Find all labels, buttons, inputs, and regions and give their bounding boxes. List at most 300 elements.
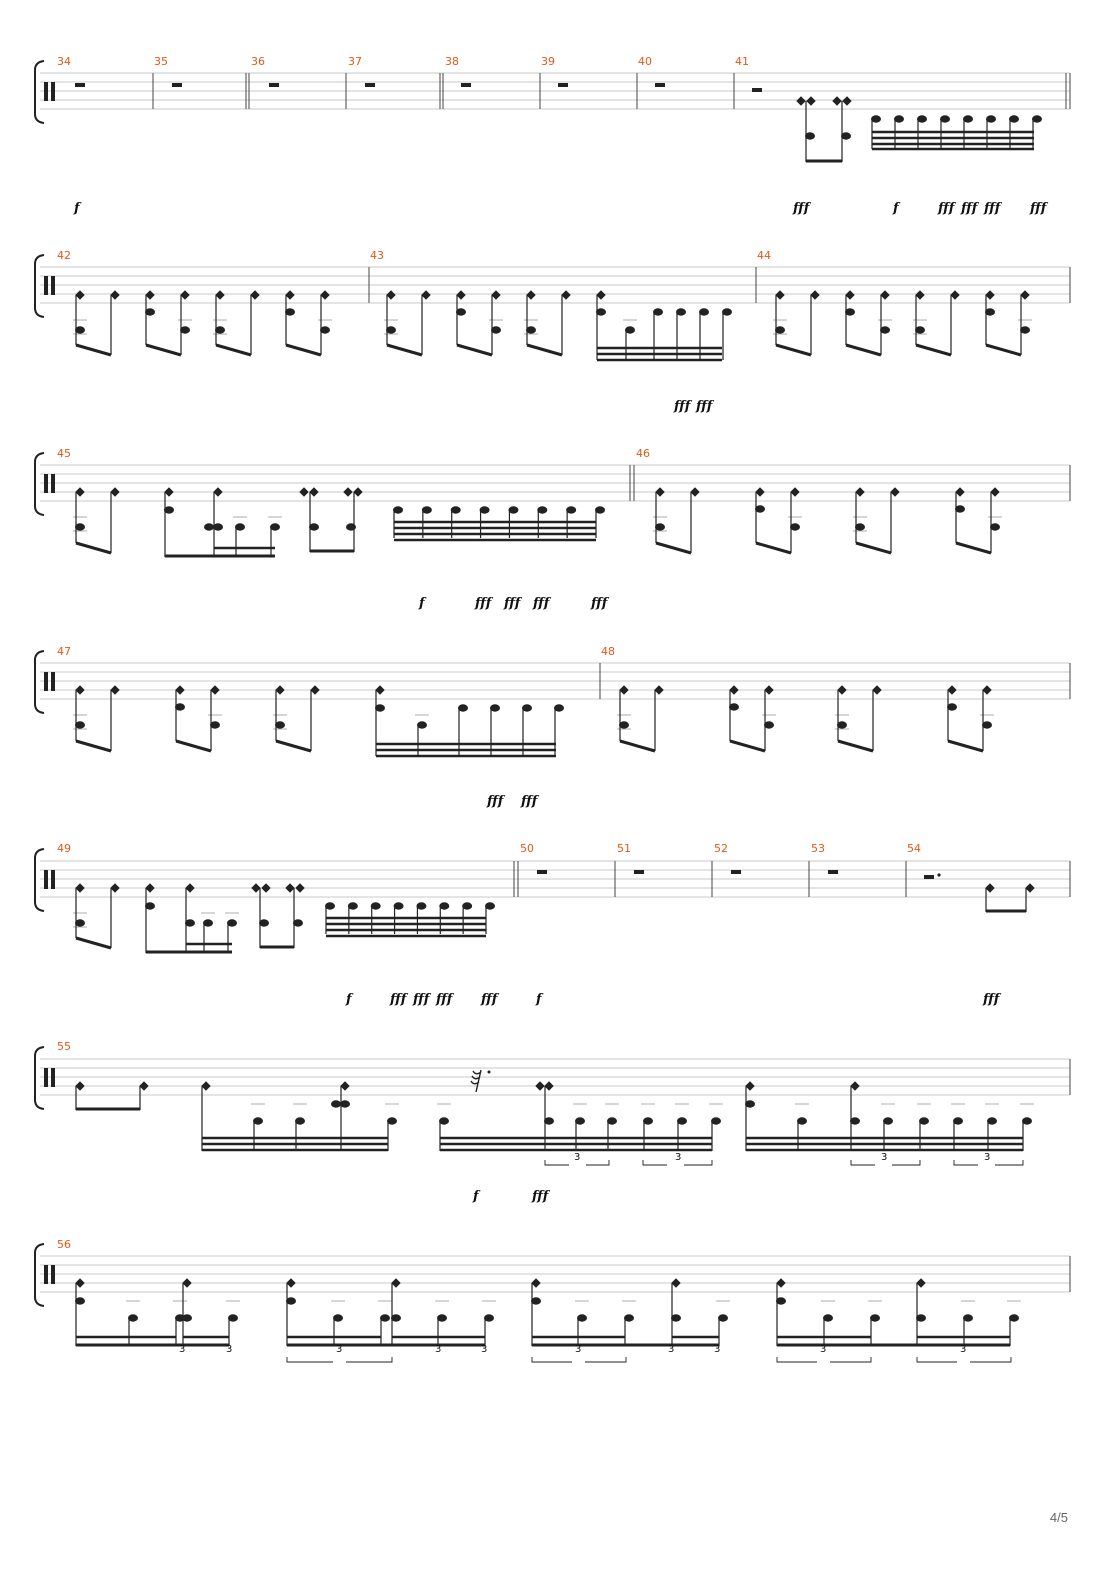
notehead bbox=[176, 704, 185, 710]
cymbal-notehead bbox=[140, 1082, 148, 1090]
system-brace bbox=[35, 1244, 44, 1306]
measure-number: 35 bbox=[154, 55, 168, 68]
notehead bbox=[523, 705, 532, 711]
measure-numbers bbox=[57, 1238, 71, 1251]
notehead bbox=[76, 524, 85, 530]
tuplet-number: 3 bbox=[984, 1152, 991, 1163]
measure-number: 52 bbox=[714, 842, 728, 855]
notehead bbox=[228, 920, 237, 926]
notehead bbox=[532, 1298, 541, 1304]
dynamic-marking: fff bbox=[487, 794, 504, 809]
tuplet-number: 3 bbox=[960, 1344, 967, 1355]
measure-number: 37 bbox=[348, 55, 362, 68]
notehead bbox=[700, 309, 709, 315]
notehead bbox=[986, 309, 995, 315]
notehead bbox=[846, 309, 855, 315]
beamed-notes bbox=[73, 488, 1002, 557]
system-brace bbox=[35, 453, 44, 515]
measure-numbers bbox=[57, 842, 921, 855]
cymbal-notehead bbox=[916, 291, 924, 299]
notehead bbox=[440, 903, 449, 909]
notehead bbox=[334, 1315, 343, 1321]
notehead bbox=[578, 1315, 587, 1321]
measure-number: 36 bbox=[251, 55, 265, 68]
dynamic-marking: f bbox=[536, 992, 542, 1007]
cymbal-notehead bbox=[76, 1279, 84, 1287]
dynamic-marking: fff bbox=[475, 596, 492, 611]
notehead bbox=[165, 507, 174, 513]
system-brace bbox=[35, 849, 44, 911]
staff-lines bbox=[40, 73, 1070, 109]
notehead bbox=[991, 524, 1000, 530]
notehead bbox=[626, 327, 635, 333]
beam bbox=[948, 741, 983, 751]
cymbal-notehead bbox=[76, 686, 84, 694]
tuplet-brackets bbox=[287, 1357, 1011, 1362]
notehead bbox=[620, 722, 629, 728]
notehead bbox=[205, 524, 214, 530]
cymbal-notehead bbox=[111, 488, 119, 496]
dynamic-marking: fff bbox=[961, 201, 978, 216]
thirty-second-rest bbox=[471, 1070, 491, 1092]
cymbal-notehead bbox=[251, 291, 259, 299]
notehead bbox=[730, 704, 739, 710]
cymbal-notehead bbox=[811, 291, 819, 299]
notehead bbox=[872, 116, 881, 122]
notehead bbox=[392, 1315, 401, 1321]
beam bbox=[146, 345, 181, 355]
system-brace bbox=[35, 1047, 44, 1109]
notehead bbox=[271, 524, 280, 530]
dynamic-marking: fff bbox=[533, 596, 550, 611]
measure-number: 51 bbox=[617, 842, 631, 855]
cymbal-notehead bbox=[756, 488, 764, 496]
notehead bbox=[480, 507, 489, 513]
notehead bbox=[983, 722, 992, 728]
notehead bbox=[576, 1118, 585, 1124]
tuplet-number: 3 bbox=[574, 1152, 581, 1163]
cymbal-notehead bbox=[527, 291, 535, 299]
cymbal-notehead bbox=[321, 291, 329, 299]
notehead bbox=[236, 524, 245, 530]
beam bbox=[76, 741, 111, 751]
dynamic-marking: f bbox=[74, 201, 80, 216]
notehead bbox=[824, 1315, 833, 1321]
notehead bbox=[388, 1118, 397, 1124]
notehead bbox=[216, 327, 225, 333]
staff-lines bbox=[40, 1256, 1070, 1292]
beam bbox=[756, 543, 791, 553]
cymbal-notehead bbox=[597, 291, 605, 299]
measure-number: 50 bbox=[520, 842, 534, 855]
notehead bbox=[287, 1298, 296, 1304]
cymbal-notehead bbox=[76, 884, 84, 892]
dynamics bbox=[418, 596, 610, 611]
cymbal-notehead bbox=[111, 884, 119, 892]
cymbal-notehead bbox=[310, 488, 318, 496]
notehead bbox=[276, 722, 285, 728]
measure-numbers bbox=[57, 249, 771, 262]
measure-number: 43 bbox=[370, 249, 384, 262]
cymbal-notehead bbox=[730, 686, 738, 694]
beam bbox=[387, 345, 422, 355]
notehead bbox=[296, 1118, 305, 1124]
system-5 bbox=[35, 842, 1070, 1007]
notehead bbox=[567, 507, 576, 513]
notehead bbox=[371, 903, 380, 909]
notehead bbox=[776, 327, 785, 333]
notehead bbox=[608, 1118, 617, 1124]
notehead bbox=[1023, 1118, 1032, 1124]
notehead bbox=[719, 1315, 728, 1321]
measure-number: 46 bbox=[636, 447, 650, 460]
cymbal-notehead bbox=[846, 291, 854, 299]
notehead bbox=[851, 1118, 860, 1124]
cymbal-notehead bbox=[186, 884, 194, 892]
cymbal-notehead bbox=[286, 884, 294, 892]
system-6 bbox=[35, 1040, 1070, 1204]
staff-lines bbox=[40, 1059, 1070, 1095]
notehead bbox=[76, 1298, 85, 1304]
notehead bbox=[438, 1315, 447, 1321]
system-4 bbox=[35, 645, 1070, 809]
notehead bbox=[545, 1118, 554, 1124]
measure-number: 42 bbox=[57, 249, 71, 262]
dynamics bbox=[472, 1189, 551, 1204]
beam bbox=[916, 345, 951, 355]
notehead bbox=[332, 1101, 341, 1107]
notehead bbox=[987, 116, 996, 122]
cymbal-notehead bbox=[951, 291, 959, 299]
notehead bbox=[916, 327, 925, 333]
notehead bbox=[678, 1118, 687, 1124]
beam bbox=[76, 345, 111, 355]
notehead bbox=[286, 309, 295, 315]
dynamics bbox=[486, 794, 540, 809]
page-number: 4/5 bbox=[1049, 1510, 1068, 1525]
cymbal-notehead bbox=[216, 291, 224, 299]
notehead bbox=[964, 1315, 973, 1321]
notehead bbox=[204, 920, 213, 926]
dynamic-marking: fff bbox=[390, 992, 407, 1007]
dynamics bbox=[345, 992, 1002, 1007]
cymbal-notehead bbox=[146, 291, 154, 299]
tuplet-brackets bbox=[545, 1160, 1023, 1165]
measure-number: 54 bbox=[907, 842, 921, 855]
notehead bbox=[597, 309, 606, 315]
notehead bbox=[417, 903, 426, 909]
notehead bbox=[1010, 1315, 1019, 1321]
notehead bbox=[492, 327, 501, 333]
cymbal-notehead bbox=[211, 686, 219, 694]
notes-m41 bbox=[797, 97, 1034, 162]
measure-number: 41 bbox=[735, 55, 749, 68]
beamed-notes bbox=[73, 884, 1034, 953]
dynamic-marking: fff bbox=[793, 201, 810, 216]
measure-numbers bbox=[57, 645, 615, 658]
cymbal-notehead bbox=[354, 488, 362, 496]
beam bbox=[856, 543, 891, 553]
dynamics bbox=[73, 201, 1049, 216]
notehead bbox=[791, 524, 800, 530]
cymbal-notehead bbox=[532, 1279, 540, 1287]
notehead bbox=[181, 327, 190, 333]
cymbal-notehead bbox=[76, 291, 84, 299]
notehead bbox=[555, 705, 564, 711]
cymbal-notehead bbox=[492, 291, 500, 299]
notehead bbox=[964, 116, 973, 122]
tuplet-number: 3 bbox=[575, 1344, 582, 1355]
notehead bbox=[756, 506, 765, 512]
beam bbox=[76, 938, 111, 948]
cymbal-notehead bbox=[202, 1082, 210, 1090]
notehead bbox=[457, 309, 466, 315]
notehead bbox=[381, 1315, 390, 1321]
notehead bbox=[486, 903, 495, 909]
cymbal-notehead bbox=[986, 291, 994, 299]
notehead bbox=[422, 507, 431, 513]
notehead bbox=[712, 1118, 721, 1124]
notehead bbox=[746, 1101, 755, 1107]
measure-number: 49 bbox=[57, 842, 71, 855]
cymbal-notehead bbox=[165, 488, 173, 496]
cymbal-notehead bbox=[856, 488, 864, 496]
staff-lines bbox=[40, 663, 1070, 699]
cymbal-notehead bbox=[146, 884, 154, 892]
notehead bbox=[509, 507, 518, 513]
notehead bbox=[387, 327, 396, 333]
beam bbox=[656, 543, 691, 553]
notehead bbox=[948, 704, 957, 710]
system-2 bbox=[35, 249, 1070, 414]
cymbal-notehead bbox=[344, 488, 352, 496]
notehead bbox=[654, 309, 663, 315]
notehead bbox=[491, 705, 500, 711]
dynamic-marking: fff bbox=[481, 992, 498, 1007]
notehead bbox=[459, 705, 468, 711]
notehead bbox=[229, 1315, 238, 1321]
tuplet-numbers bbox=[574, 1152, 990, 1163]
notehead bbox=[527, 327, 536, 333]
cymbal-notehead bbox=[183, 1279, 191, 1287]
cymbal-notehead bbox=[392, 1279, 400, 1287]
dynamic-marking: fff bbox=[984, 201, 1001, 216]
beam bbox=[176, 741, 211, 751]
tuplet-number: 3 bbox=[435, 1344, 442, 1355]
notehead bbox=[856, 524, 865, 530]
cymbal-notehead bbox=[765, 686, 773, 694]
notehead bbox=[895, 116, 904, 122]
notehead bbox=[656, 524, 665, 530]
cymbal-notehead bbox=[545, 1082, 553, 1090]
cymbal-notehead bbox=[422, 291, 430, 299]
cymbal-notehead bbox=[1026, 884, 1034, 892]
beamed-notes bbox=[73, 686, 994, 756]
notehead bbox=[211, 722, 220, 728]
notehead bbox=[1010, 116, 1019, 122]
dynamic-marking: f bbox=[893, 201, 899, 216]
cymbal-notehead bbox=[948, 686, 956, 694]
notehead bbox=[418, 722, 427, 728]
beam bbox=[216, 345, 251, 355]
system-3 bbox=[35, 447, 1070, 611]
cymbal-notehead bbox=[181, 291, 189, 299]
cymbal-notehead bbox=[76, 488, 84, 496]
notehead bbox=[1033, 116, 1042, 122]
cymbal-notehead bbox=[311, 686, 319, 694]
dynamic-marking: f bbox=[473, 1189, 479, 1204]
dynamic-marking: fff bbox=[532, 1189, 549, 1204]
notehead bbox=[76, 722, 85, 728]
notehead bbox=[76, 327, 85, 333]
cymbal-notehead bbox=[691, 488, 699, 496]
notehead bbox=[76, 920, 85, 926]
cymbal-notehead bbox=[672, 1279, 680, 1287]
notehead bbox=[146, 903, 155, 909]
notehead bbox=[183, 1315, 192, 1321]
notehead bbox=[310, 524, 319, 530]
cymbal-notehead bbox=[620, 686, 628, 694]
notehead bbox=[129, 1315, 138, 1321]
cymbal-notehead bbox=[917, 1279, 925, 1287]
cymbal-notehead bbox=[111, 686, 119, 694]
dynamic-marking: fff bbox=[1030, 201, 1047, 216]
notehead bbox=[146, 309, 155, 315]
cymbal-notehead bbox=[873, 686, 881, 694]
notehead bbox=[798, 1118, 807, 1124]
system-7 bbox=[35, 1238, 1070, 1362]
cymbal-notehead bbox=[851, 1082, 859, 1090]
staff-lines bbox=[40, 861, 1070, 897]
beam bbox=[776, 345, 811, 355]
cymbal-notehead bbox=[76, 1082, 84, 1090]
cymbal-notehead bbox=[891, 488, 899, 496]
system-brace bbox=[35, 61, 44, 123]
cymbal-notehead bbox=[214, 488, 222, 496]
notehead bbox=[321, 327, 330, 333]
notehead bbox=[214, 524, 223, 530]
measure-number: 34 bbox=[57, 55, 71, 68]
measure-number: 55 bbox=[57, 1040, 71, 1053]
cymbal-notehead bbox=[991, 488, 999, 496]
beamed-notes bbox=[76, 1279, 1022, 1346]
measure-number: 53 bbox=[811, 842, 825, 855]
beam bbox=[457, 345, 492, 355]
dynamic-marking: fff bbox=[674, 399, 691, 414]
dynamic-marking: fff bbox=[413, 992, 430, 1007]
cymbal-notehead bbox=[655, 686, 663, 694]
tuplet-number: 3 bbox=[820, 1344, 827, 1355]
dynamics bbox=[673, 399, 715, 414]
notehead bbox=[920, 1118, 929, 1124]
cymbal-notehead bbox=[457, 291, 465, 299]
notehead bbox=[644, 1118, 653, 1124]
notehead bbox=[294, 920, 303, 926]
dynamic-marking: f bbox=[346, 992, 352, 1007]
notehead bbox=[625, 1315, 634, 1321]
system-brace bbox=[35, 255, 44, 317]
cymbal-notehead bbox=[956, 488, 964, 496]
cymbal-notehead bbox=[111, 291, 119, 299]
notehead bbox=[677, 309, 686, 315]
cymbal-notehead bbox=[983, 686, 991, 694]
measure-number: 48 bbox=[601, 645, 615, 658]
measure-number: 40 bbox=[638, 55, 652, 68]
measure-numbers bbox=[57, 1040, 71, 1053]
cymbal-notehead bbox=[791, 488, 799, 496]
notehead bbox=[260, 920, 269, 926]
notehead bbox=[881, 327, 890, 333]
cymbal-notehead bbox=[536, 1082, 544, 1090]
cymbal-notehead bbox=[986, 884, 994, 892]
cymbal-notehead bbox=[1021, 291, 1029, 299]
cymbal-notehead bbox=[276, 686, 284, 694]
measure-numbers bbox=[57, 447, 650, 460]
beam bbox=[846, 345, 881, 355]
tuplet-number: 3 bbox=[336, 1344, 343, 1355]
notehead bbox=[440, 1118, 449, 1124]
dynamic-marking: fff bbox=[591, 596, 608, 611]
notehead bbox=[538, 507, 547, 513]
beam bbox=[838, 741, 873, 751]
staff-lines bbox=[40, 465, 1070, 501]
dynamic-marking: fff bbox=[436, 992, 453, 1007]
cymbal-notehead bbox=[176, 686, 184, 694]
system-brace bbox=[35, 651, 44, 713]
notehead bbox=[451, 507, 460, 513]
beam bbox=[956, 543, 991, 553]
measure-number: 56 bbox=[57, 1238, 71, 1251]
cymbal-notehead bbox=[777, 1279, 785, 1287]
notehead bbox=[956, 506, 965, 512]
tuplet-number: 3 bbox=[226, 1344, 233, 1355]
notehead bbox=[596, 507, 605, 513]
notehead bbox=[394, 903, 403, 909]
dynamic-marking: fff bbox=[983, 992, 1000, 1007]
notehead bbox=[376, 705, 385, 711]
notehead bbox=[988, 1118, 997, 1124]
tuplet-number: 3 bbox=[668, 1344, 675, 1355]
cymbal-notehead bbox=[746, 1082, 754, 1090]
rests bbox=[537, 870, 941, 879]
cymbal-notehead bbox=[387, 291, 395, 299]
beam bbox=[730, 741, 765, 751]
beamed-notes bbox=[73, 291, 1032, 360]
dynamic-marking: f bbox=[419, 596, 425, 611]
tuplet-number: 3 bbox=[481, 1344, 488, 1355]
cymbal-notehead bbox=[300, 488, 308, 496]
beam bbox=[286, 345, 321, 355]
cymbal-notehead bbox=[286, 291, 294, 299]
notehead bbox=[884, 1118, 893, 1124]
tuplet-number: 3 bbox=[714, 1344, 721, 1355]
tuplet-number: 3 bbox=[179, 1344, 186, 1355]
notehead bbox=[463, 903, 472, 909]
notehead bbox=[871, 1315, 880, 1321]
cymbal-notehead bbox=[287, 1279, 295, 1287]
notehead bbox=[254, 1118, 263, 1124]
measure-number: 39 bbox=[541, 55, 555, 68]
cymbal-notehead bbox=[656, 488, 664, 496]
notehead bbox=[485, 1315, 494, 1321]
tuplet-number: 3 bbox=[881, 1152, 888, 1163]
cymbal-notehead bbox=[376, 686, 384, 694]
notehead bbox=[765, 722, 774, 728]
cymbal-notehead bbox=[838, 686, 846, 694]
cymbal-notehead bbox=[776, 291, 784, 299]
notehead bbox=[777, 1298, 786, 1304]
notehead bbox=[1021, 327, 1030, 333]
